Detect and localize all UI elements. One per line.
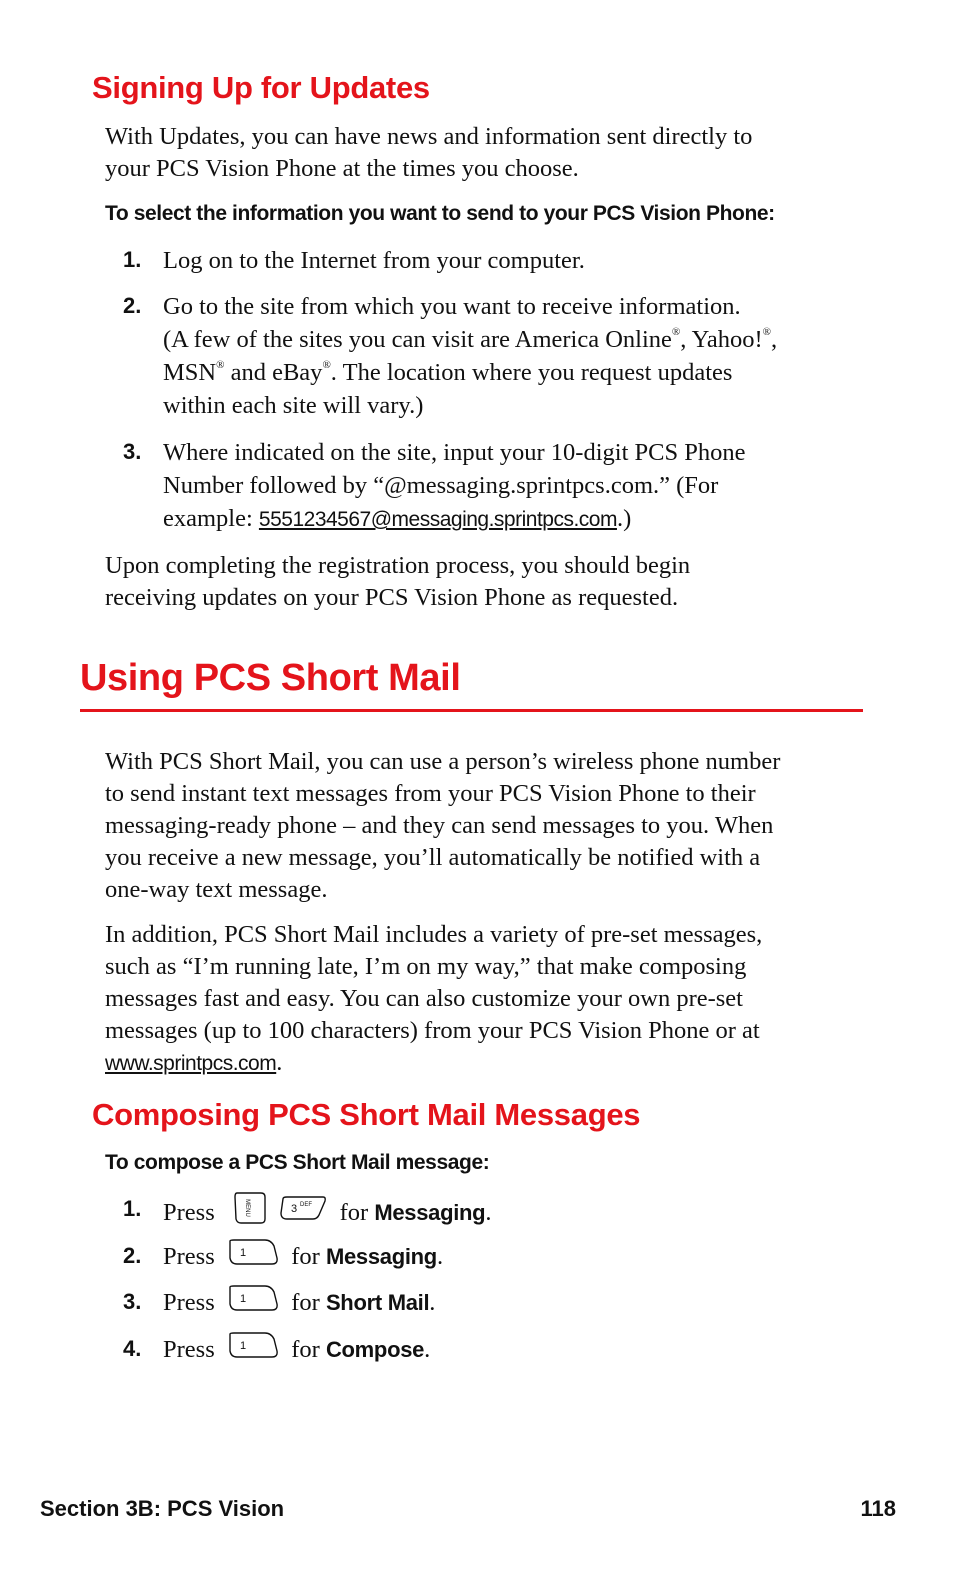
text-line xyxy=(163,323,863,356)
key-1-icon xyxy=(227,1284,279,1321)
menu-term-short-mail: Short Mail xyxy=(325,1290,430,1316)
text-fragment: (A few of the sites you can visit are America Online xyxy=(163,326,672,353)
text-line: messages (up to 100 characters) from your PCS Vision Phone or at xyxy=(105,1017,760,1044)
text-fragment: . xyxy=(276,1049,283,1076)
text-fragment: Press xyxy=(163,1336,215,1364)
text-line xyxy=(163,1240,863,1277)
menu-key-icon xyxy=(233,1191,267,1234)
text-fragment: , xyxy=(771,326,778,353)
text-line: you receive a new message, you’ll automatically be notified with a xyxy=(105,844,761,871)
text-fragment: for xyxy=(291,1243,320,1271)
chapter-heading-using-pcs-short-mail: Using PCS Short Mail xyxy=(80,657,461,699)
step-text xyxy=(163,1240,863,1277)
registered-mark: ® xyxy=(322,359,331,371)
heading-rule xyxy=(80,709,863,712)
text-fragment: . xyxy=(429,1289,436,1317)
text-fragment: MSN xyxy=(163,359,217,386)
key-3-digit: 3 xyxy=(291,1203,298,1215)
text-line: Number followed by “@messaging.sprintpcs.com.” (For xyxy=(163,472,719,499)
text-line: one-way text message. xyxy=(105,876,328,903)
menu-term-compose: Compose xyxy=(325,1337,425,1363)
text-fragment: .) xyxy=(616,505,632,532)
sprintpcs-website-link[interactable]: www.sprintpcs.com xyxy=(105,1052,277,1075)
key-1-digit: 1 xyxy=(239,1247,247,1259)
menu-key-label: MENU xyxy=(244,1199,251,1217)
text-line: Go to the site from which you want to receive information. xyxy=(163,293,741,320)
section-heading-signing-up: Signing Up for Updates xyxy=(92,70,430,105)
text-fragment: example: xyxy=(163,505,259,532)
step-text xyxy=(163,1333,863,1370)
text-fragment: Press xyxy=(163,1289,215,1317)
outro-paragraph xyxy=(105,550,875,614)
example-email-link[interactable]: 5551234567@messaging.sprintpcs.com xyxy=(258,508,617,531)
text-line: messages fast and easy. You can also customize your own pre-set xyxy=(105,985,743,1012)
step-number: 3. xyxy=(123,439,142,464)
text-line xyxy=(163,356,863,389)
text-fragment: , Yahoo! xyxy=(680,326,763,353)
text-line: to send instant text messages from your PCS Vision Phone to their xyxy=(105,780,756,807)
text-line: In addition, PCS Short Mail includes a variety of pre-set messages, xyxy=(105,921,763,948)
text-line: With Updates, you can have news and information sent directly to xyxy=(105,123,753,150)
text-fragment: for xyxy=(291,1289,320,1317)
key-1-icon xyxy=(227,1331,279,1368)
registered-mark: ® xyxy=(671,326,681,338)
text-line xyxy=(163,502,863,536)
step-number: 1. xyxy=(123,1196,142,1221)
intro-paragraph xyxy=(105,121,875,185)
short-mail-paragraph-2 xyxy=(105,919,875,1080)
key-3-icon xyxy=(279,1195,327,1230)
footer-section-label: Section 3B: PCS Vision xyxy=(40,1496,285,1521)
text-line: such as “I’m running late, I’m on my way,” that make composing xyxy=(105,953,747,980)
text-line: your PCS Vision Phone at the times you choose. xyxy=(105,155,579,182)
text-fragment: . xyxy=(424,1336,431,1364)
text-line: Where indicated on the site, input your 10-digit PCS Phone xyxy=(163,439,746,466)
text-line: within each site will vary.) xyxy=(163,392,424,419)
menu-term-messaging: Messaging xyxy=(325,1244,437,1270)
key-1-digit: 1 xyxy=(239,1293,247,1305)
step-text xyxy=(163,436,863,536)
text-fragment: and eBay xyxy=(224,359,323,386)
text-line: messaging-ready phone – and they can send messages to you. When xyxy=(105,812,774,839)
text-fragment: . xyxy=(485,1199,492,1227)
short-mail-paragraph-1 xyxy=(105,746,875,906)
key-3-letters: DEF xyxy=(300,1202,313,1208)
step-number: 2. xyxy=(123,1243,142,1268)
step-text xyxy=(163,290,863,422)
step-number: 4. xyxy=(123,1336,142,1361)
step-text xyxy=(163,244,863,277)
section-heading-composing: Composing PCS Short Mail Messages xyxy=(92,1097,641,1132)
footer-page-number: 118 xyxy=(860,1496,896,1521)
registered-mark: ® xyxy=(216,359,225,371)
step-number: 3. xyxy=(123,1289,142,1314)
text-fragment: Press xyxy=(163,1199,215,1227)
text-line xyxy=(163,1286,863,1323)
text-line: Upon completing the registration process, you should begin xyxy=(105,552,691,579)
menu-term-messaging: Messaging xyxy=(374,1200,486,1226)
step-text xyxy=(163,1286,863,1323)
text-fragment: . The location where you request updates xyxy=(330,359,733,386)
instruction-lead: To select the information you want to send to your PCS Vision Phone: xyxy=(105,202,775,225)
registered-mark: ® xyxy=(762,326,771,338)
text-line xyxy=(105,1047,875,1080)
step-number: 1. xyxy=(123,247,142,272)
text-fragment: for xyxy=(291,1336,320,1364)
step-text xyxy=(163,1193,863,1236)
step-number: 2. xyxy=(123,293,142,318)
text-fragment: Press xyxy=(163,1243,215,1271)
text-line: Log on to the Internet from your computer. xyxy=(163,247,585,274)
text-fragment: for xyxy=(339,1199,369,1227)
text-line: With PCS Short Mail, you can use a person’s wireless phone number xyxy=(105,748,781,775)
key-1-icon xyxy=(227,1238,279,1275)
text-line xyxy=(163,1193,863,1236)
key-1-digit: 1 xyxy=(239,1340,247,1352)
text-line: receiving updates on your PCS Vision Phone as requested. xyxy=(105,584,679,611)
text-fragment: . xyxy=(436,1243,444,1271)
instruction-lead: To compose a PCS Short Mail message: xyxy=(105,1151,490,1174)
text-line xyxy=(163,1333,863,1370)
